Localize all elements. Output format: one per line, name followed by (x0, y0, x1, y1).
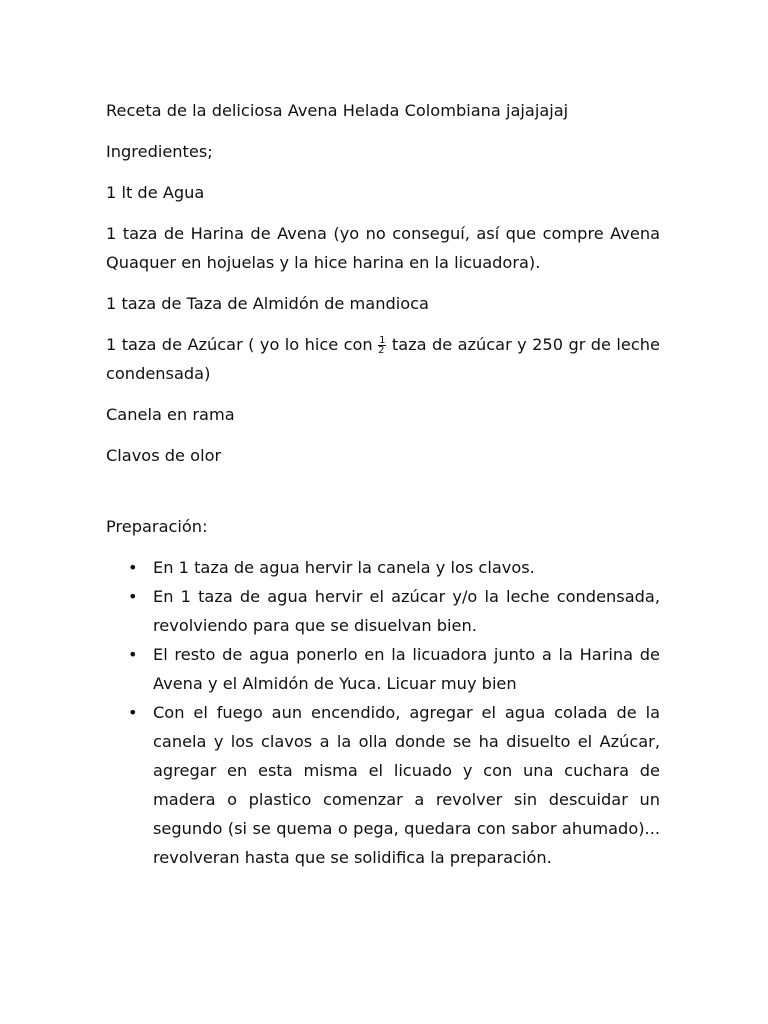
sugar-text-before: 1 taza de Azúcar ( yo lo hice con (106, 335, 379, 354)
ingredient-starch: 1 taza de Taza de Almidón de mandioca (106, 294, 429, 313)
list-item (106, 553, 660, 582)
list-item (106, 582, 660, 640)
preparation-heading: Preparación: (106, 517, 208, 536)
step-text: El resto de agua ponerlo en la licuadora junto a la Harina de Avena y el Almidón de Yuca. Licuar muy bien (153, 645, 660, 693)
bullet-icon: • (128, 558, 138, 577)
step-text: En 1 taza de agua hervir la canela y los clavos. (153, 558, 535, 577)
bullet-icon: • (128, 645, 138, 664)
ingredient-water: 1 lt de Agua (106, 183, 205, 202)
ingredient-oat-flour: 1 taza de Harina de Avena (yo no conseguí, así que compre Avena Quaquer en hojuelas y la hice harina en la licuadora). (106, 224, 660, 272)
ingredients-heading: Ingredientes; (106, 142, 213, 161)
bullet-icon: • (128, 703, 138, 722)
document-body (106, 96, 660, 872)
sugar-text-after: taza de azúcar y 250 gr de leche condensada) (106, 335, 660, 383)
step-text: En 1 taza de agua hervir el azúcar y/o la leche condensada, revolviendo para que se disuelvan bien. (153, 587, 660, 635)
fraction-denominator: 2 (378, 345, 385, 356)
bullet-icon: • (128, 587, 138, 606)
list-item (106, 640, 660, 698)
ingredient-cloves: Clavos de olor (106, 446, 222, 465)
preparation-steps (106, 553, 660, 872)
list-item (106, 698, 660, 872)
fraction-numerator: 1 (379, 335, 386, 346)
ingredient-sugar (106, 330, 660, 388)
step-text: Con el fuego aun encendido, agregar el agua colada de la canela y los clavos a la olla donde se ha disuelto el Azúcar, agregar en esta misma el licuado y con una cuchara de madera o plastico comenzar a revolver sin descuidar un segundo (si se quema o pega, quedara con sabor ahumado)... revolveran hasta que se solidifica la preparación. (153, 703, 660, 867)
ingredient-cinnamon: Canela en rama (106, 405, 235, 424)
recipe-title: Receta de la deliciosa Avena Helada Colombiana jajajajaj (106, 101, 569, 120)
